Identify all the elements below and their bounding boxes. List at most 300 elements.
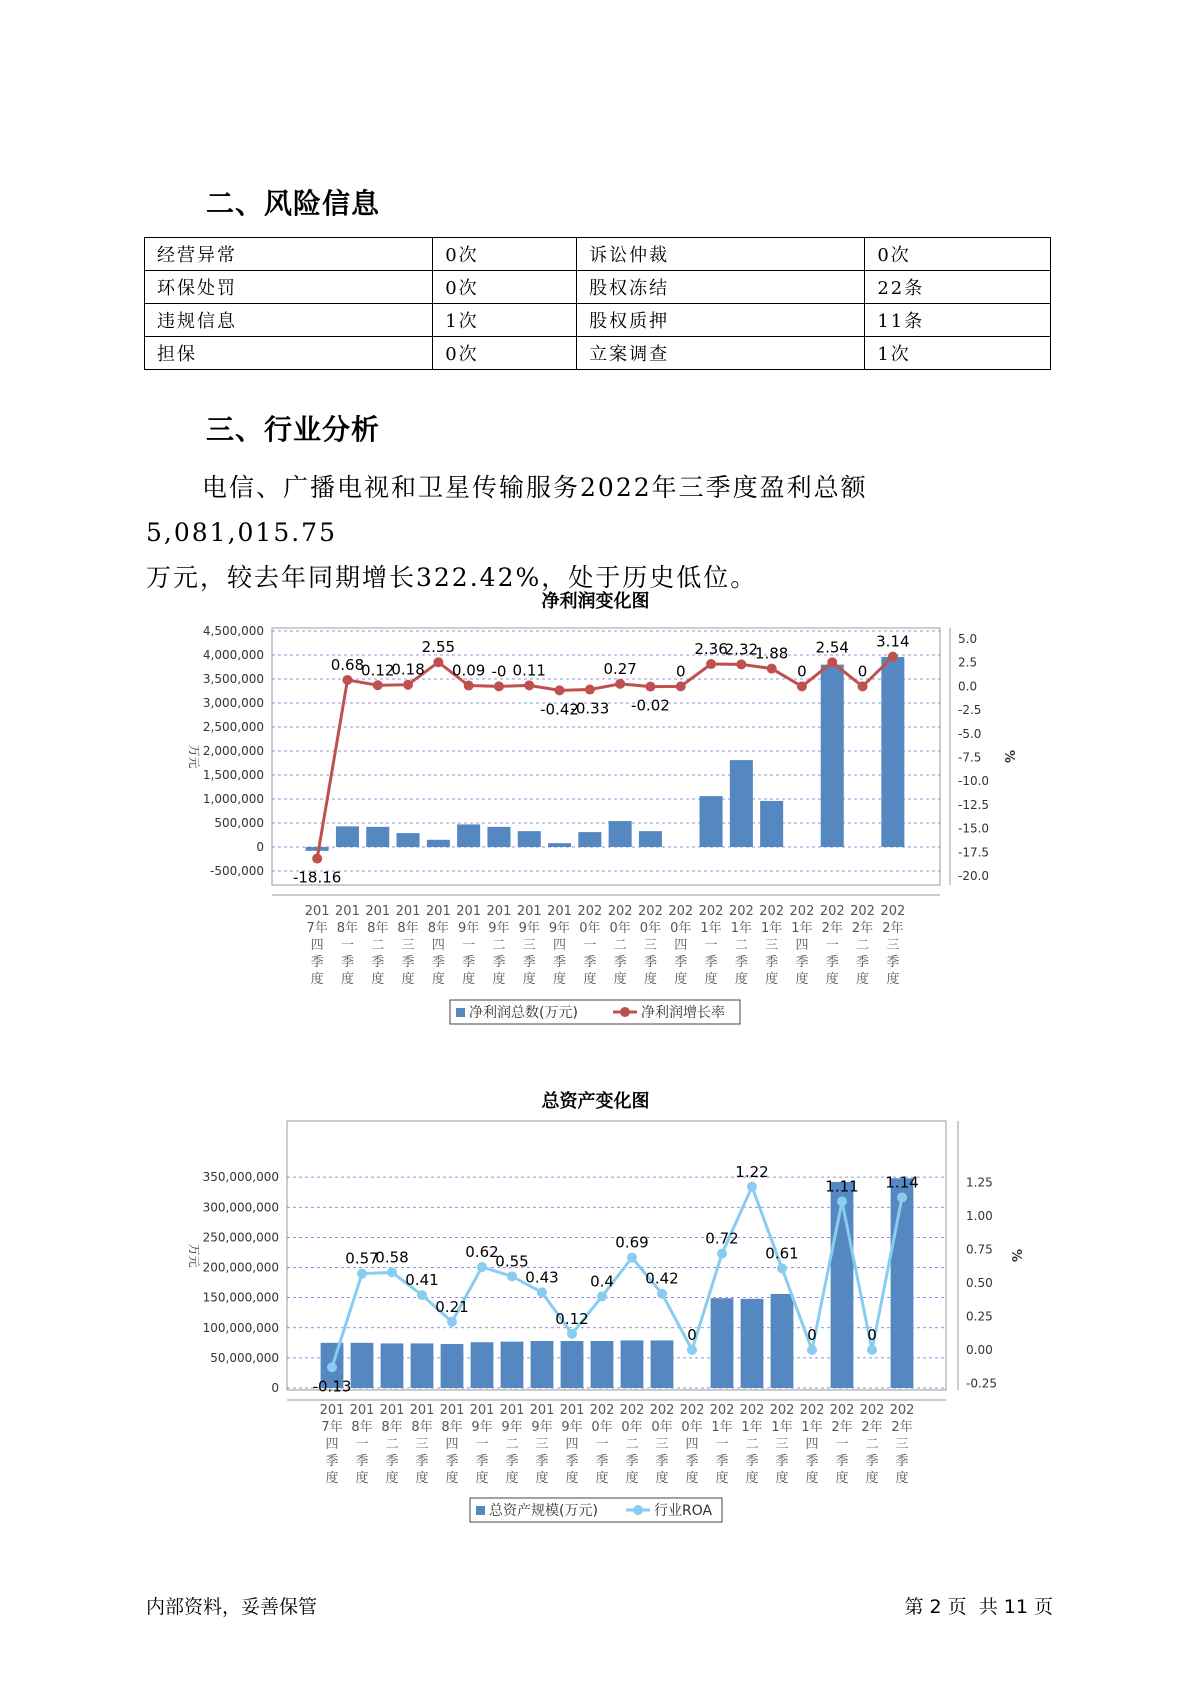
data-label: 0.12 xyxy=(361,661,395,680)
x-tick-label: 季 xyxy=(431,955,445,970)
x-tick-label: 季 xyxy=(310,955,324,970)
y2-tick-label: -7.5 xyxy=(958,750,982,765)
data-label: 2.32 xyxy=(724,640,759,659)
x-tick-label: 二 xyxy=(865,1437,879,1452)
x-tick-label: 202 xyxy=(799,1403,825,1418)
data-label: 0 xyxy=(797,662,807,681)
x-tick-label: 季 xyxy=(492,955,506,970)
x-tick-label: 三 xyxy=(415,1437,429,1452)
x-tick-label: 202 xyxy=(698,904,724,919)
y2-axis-title: % xyxy=(1001,749,1016,764)
legend-bar-swatch xyxy=(476,1506,485,1515)
risk-item-label: 违规信息 xyxy=(145,304,433,337)
bar xyxy=(651,1340,674,1388)
x-tick-label: 度 xyxy=(856,972,870,987)
bar xyxy=(771,1294,794,1388)
y2-tick-label: 1.00 xyxy=(966,1209,993,1224)
y2-tick-label: 0.75 xyxy=(966,1242,993,1257)
x-tick-label: 季 xyxy=(734,955,748,970)
x-tick-label: 9年 xyxy=(548,921,571,936)
bar xyxy=(609,821,632,847)
x-tick-label: 0年 xyxy=(681,1420,703,1435)
data-label: 1.14 xyxy=(885,1173,919,1192)
line-point xyxy=(597,1291,607,1301)
x-tick-label: 季 xyxy=(805,1454,819,1469)
line-point xyxy=(585,685,595,695)
line-point xyxy=(676,681,686,691)
y-tick-label: 300,000,000 xyxy=(202,1200,279,1215)
chart-title-total-assets: 总资产变化图 xyxy=(541,1091,650,1112)
data-label: 2.36 xyxy=(694,640,728,659)
x-tick-label: 202 xyxy=(589,1403,615,1418)
x-tick-label: 季 xyxy=(643,955,657,970)
x-tick-label: 四 xyxy=(795,938,809,953)
x-tick-label: 201 xyxy=(425,904,451,919)
y2-axis-title: % xyxy=(1008,1248,1023,1263)
x-tick-label: 度 xyxy=(895,1471,909,1486)
data-label: 0 xyxy=(857,662,868,681)
x-tick-label: 三 xyxy=(765,938,779,953)
data-label: 1.11 xyxy=(825,1177,859,1196)
x-tick-label: 202 xyxy=(789,904,815,919)
x-tick-label: 二 xyxy=(625,1437,639,1452)
bar xyxy=(639,831,662,847)
x-tick-label: 三 xyxy=(522,938,536,953)
y-tick-label: 250,000,000 xyxy=(202,1230,279,1245)
y2-tick-label: -20.0 xyxy=(958,869,990,883)
risk-table-row xyxy=(145,271,1051,304)
x-tick-label: 1年 xyxy=(761,921,783,936)
bar xyxy=(730,760,753,847)
line-point xyxy=(736,659,746,669)
x-tick-label: 四 xyxy=(805,1437,819,1452)
risk-item-value: 1次 xyxy=(433,304,577,337)
line-point xyxy=(827,657,837,667)
x-tick-label: 四 xyxy=(445,1437,459,1452)
x-tick-label: 四 xyxy=(310,938,324,953)
risk-item-label: 股权质押 xyxy=(577,304,865,337)
x-tick-label: 度 xyxy=(522,972,536,987)
x-tick-label: 三 xyxy=(895,1437,909,1452)
line-point xyxy=(567,1329,577,1339)
x-tick-label: 度 xyxy=(734,972,748,987)
x-tick-label: 季 xyxy=(401,955,415,970)
line-point xyxy=(433,657,443,667)
y2-tick-label: -15.0 xyxy=(958,821,990,836)
data-label: 0.09 xyxy=(451,661,486,680)
x-tick-label: 2年 xyxy=(891,1420,913,1435)
line-point xyxy=(807,1345,817,1355)
y2-tick-label: 0.50 xyxy=(966,1276,993,1291)
x-tick-label: 季 xyxy=(340,955,354,970)
y2-tick-label: -5.0 xyxy=(958,726,982,741)
x-tick-label: 季 xyxy=(865,1454,879,1469)
data-label: 0.61 xyxy=(765,1244,799,1263)
x-tick-label: 四 xyxy=(325,1437,339,1452)
legend-bar-label: 总资产规模(万元) xyxy=(489,1503,598,1519)
bar xyxy=(501,1342,524,1388)
y2-tick-label: -12.5 xyxy=(958,797,990,812)
bar xyxy=(548,843,571,847)
line-point xyxy=(357,1269,367,1279)
x-tick-label: 0年 xyxy=(670,921,692,936)
y-tick-label: 0 xyxy=(271,1381,279,1395)
line-point xyxy=(464,681,474,691)
x-tick-label: 季 xyxy=(553,955,567,970)
line-point xyxy=(858,681,868,691)
risk-item-value: 22条 xyxy=(865,271,1051,304)
x-tick-label: 季 xyxy=(886,955,900,970)
y2-tick-label: 5.0 xyxy=(958,632,978,646)
x-tick-label: 202 xyxy=(679,1403,705,1418)
data-label: 0.72 xyxy=(705,1229,739,1248)
y-axis-title: 万元 xyxy=(187,744,201,769)
x-tick-label: 度 xyxy=(674,972,688,987)
x-tick-label: 度 xyxy=(775,1471,789,1486)
x-tick-label: 201 xyxy=(486,904,512,919)
risk-item-value: 0次 xyxy=(433,337,577,370)
bar xyxy=(487,827,510,847)
bar xyxy=(621,1340,644,1388)
data-label: 1.22 xyxy=(735,1162,769,1181)
data-label: 0.42 xyxy=(645,1269,679,1288)
y2-tick-label: 2.5 xyxy=(958,655,978,670)
x-tick-label: 三 xyxy=(643,938,657,953)
x-tick-label: 一 xyxy=(704,938,718,953)
x-tick-label: 8年 xyxy=(336,921,359,936)
net-profit-chart xyxy=(0,620,1191,1040)
y2-tick-label: 0.0 xyxy=(958,679,978,694)
line-point xyxy=(717,1249,727,1259)
line-point xyxy=(477,1262,487,1272)
x-tick-label: 季 xyxy=(856,955,870,970)
legend-bar-label: 净利润总数(万元) xyxy=(469,1005,578,1021)
y2-tick-label: -10.0 xyxy=(958,774,990,789)
data-label: 3.14 xyxy=(876,632,910,651)
x-tick-label: 度 xyxy=(643,972,657,987)
risk-table-row xyxy=(145,337,1051,370)
x-tick-label: 202 xyxy=(859,1403,885,1418)
bar xyxy=(531,1341,554,1388)
data-label: 0 xyxy=(867,1325,877,1344)
x-tick-label: 季 xyxy=(535,1454,549,1469)
x-tick-label: 2年 xyxy=(861,1420,883,1435)
y-tick-label: 4,500,000 xyxy=(202,624,264,638)
line-point xyxy=(524,680,534,690)
data-label: 0.62 xyxy=(465,1242,499,1261)
x-tick-label: 1年 xyxy=(711,1420,733,1435)
line-point xyxy=(342,675,352,685)
x-tick-label: 一 xyxy=(462,938,476,953)
x-tick-label: 度 xyxy=(475,1471,489,1486)
line-point xyxy=(447,1317,457,1327)
x-tick-label: 2年 xyxy=(821,921,843,936)
y-tick-label: 200,000,000 xyxy=(202,1260,279,1275)
line-point xyxy=(507,1271,517,1281)
x-tick-label: 三 xyxy=(655,1437,669,1452)
x-tick-label: 8年 xyxy=(381,1420,403,1435)
x-tick-label: 202 xyxy=(577,904,603,919)
footer-confidential: 内部资料，妥善保管 xyxy=(146,1596,318,1618)
x-tick-label: 一 xyxy=(475,1437,489,1452)
x-tick-label: 202 xyxy=(619,1403,645,1418)
x-tick-label: 度 xyxy=(371,972,385,987)
x-tick-label: 一 xyxy=(835,1437,849,1452)
x-tick-label: 8年 xyxy=(411,1420,433,1435)
risk-table-row xyxy=(145,238,1051,271)
x-tick-label: 季 xyxy=(371,955,385,970)
data-label: -18.16 xyxy=(292,868,342,887)
y2-tick-label: 1.25 xyxy=(966,1175,993,1190)
data-label: 0.12 xyxy=(555,1309,589,1328)
x-tick-label: 度 xyxy=(805,1471,819,1486)
x-tick-label: 202 xyxy=(668,904,694,919)
x-tick-label: 202 xyxy=(638,904,663,919)
y-tick-label: 0 xyxy=(256,840,264,854)
bar xyxy=(591,1341,614,1388)
x-tick-label: 季 xyxy=(625,1454,639,1469)
x-tick-label: 9年 xyxy=(531,1420,553,1435)
x-tick-label: 季 xyxy=(355,1454,369,1469)
y2-tick-label: -17.5 xyxy=(958,845,990,860)
y-tick-label: 1,500,000 xyxy=(202,768,264,782)
bar xyxy=(518,831,541,847)
bar xyxy=(891,1178,914,1388)
line-point xyxy=(403,680,413,690)
x-tick-label: 度 xyxy=(745,1471,759,1486)
x-tick-label: 201 xyxy=(547,904,572,919)
x-tick-label: 度 xyxy=(865,1471,879,1486)
x-tick-label: 二 xyxy=(492,938,506,953)
line-point xyxy=(777,1263,787,1273)
x-tick-label: 度 xyxy=(553,972,567,987)
x-tick-label: 季 xyxy=(583,955,597,970)
x-tick-label: 9年 xyxy=(458,921,480,936)
line-point xyxy=(327,1362,337,1372)
x-tick-label: 一 xyxy=(825,938,839,953)
x-tick-label: 0年 xyxy=(579,921,601,936)
x-tick-label: 202 xyxy=(819,904,845,919)
x-tick-label: 度 xyxy=(685,1471,699,1486)
x-tick-label: 四 xyxy=(685,1437,699,1452)
legend-line-marker xyxy=(620,1007,630,1017)
x-tick-label: 2年 xyxy=(882,921,904,936)
x-tick-label: 度 xyxy=(795,972,809,987)
x-tick-label: 201 xyxy=(349,1403,375,1418)
x-tick-label: 201 xyxy=(559,1403,585,1418)
bar xyxy=(411,1343,434,1388)
legend-line-label: 行业ROA xyxy=(654,1503,713,1519)
x-tick-label: 1年 xyxy=(771,1420,793,1435)
data-label: 0.68 xyxy=(330,655,365,674)
x-tick-label: 201 xyxy=(499,1403,525,1418)
x-tick-label: 度 xyxy=(310,972,324,987)
risk-item-label: 环保处罚 xyxy=(145,271,433,304)
x-tick-label: 1年 xyxy=(791,921,813,936)
data-label: 0.57 xyxy=(345,1249,379,1268)
x-tick-label: 7年 xyxy=(306,921,328,936)
industry-paragraph xyxy=(146,465,1046,600)
x-tick-label: 季 xyxy=(475,1454,489,1469)
x-tick-label: 202 xyxy=(607,904,633,919)
bar xyxy=(427,840,450,847)
x-tick-label: 度 xyxy=(613,972,627,987)
x-tick-label: 度 xyxy=(462,972,476,987)
x-tick-label: 度 xyxy=(595,1471,609,1486)
y2-tick-label: -0.25 xyxy=(966,1376,998,1391)
x-tick-label: 度 xyxy=(505,1471,519,1486)
x-tick-label: 202 xyxy=(889,1403,915,1418)
data-label: 0.11 xyxy=(512,661,546,680)
x-tick-label: 季 xyxy=(795,955,809,970)
y-tick-label: -500,000 xyxy=(210,864,264,878)
data-label: 2.54 xyxy=(815,638,849,657)
data-label: -0 xyxy=(491,662,507,681)
x-tick-label: 202 xyxy=(739,1403,765,1418)
x-tick-label: 一 xyxy=(583,938,597,953)
bar xyxy=(760,801,783,847)
y-tick-label: 350,000,000 xyxy=(202,1170,279,1185)
x-tick-label: 9年 xyxy=(501,1420,523,1435)
x-tick-label: 二 xyxy=(385,1437,399,1452)
line-point xyxy=(797,681,807,691)
bar xyxy=(366,827,389,847)
x-tick-label: 201 xyxy=(529,1403,555,1418)
x-tick-label: 三 xyxy=(401,938,415,953)
data-label: -0.02 xyxy=(631,696,670,715)
line-point xyxy=(417,1290,427,1300)
total-assets-chart xyxy=(0,1118,1191,1538)
x-tick-label: 度 xyxy=(355,1471,369,1486)
data-label: 0 xyxy=(687,1325,697,1344)
y-tick-label: 500,000 xyxy=(214,816,264,830)
data-label: 0.58 xyxy=(375,1248,409,1267)
x-tick-label: 1年 xyxy=(730,921,752,936)
x-tick-label: 202 xyxy=(728,904,754,919)
x-tick-label: 度 xyxy=(835,1471,849,1486)
x-tick-label: 一 xyxy=(715,1437,729,1452)
data-label: -0.33 xyxy=(570,699,610,718)
x-tick-label: 201 xyxy=(456,904,482,919)
x-tick-label: 季 xyxy=(565,1454,579,1469)
risk-item-value: 11条 xyxy=(865,304,1051,337)
x-tick-label: 201 xyxy=(409,1403,435,1418)
line-point xyxy=(897,1192,907,1202)
x-tick-label: 四 xyxy=(565,1437,579,1452)
x-tick-label: 9年 xyxy=(518,921,540,936)
line-point xyxy=(615,679,625,689)
x-tick-label: 度 xyxy=(401,972,415,987)
x-tick-label: 度 xyxy=(583,972,597,987)
x-tick-label: 度 xyxy=(385,1471,399,1486)
line-point xyxy=(747,1182,757,1192)
x-tick-label: 201 xyxy=(516,904,542,919)
data-label: -0.13 xyxy=(312,1377,352,1396)
data-label: 0.55 xyxy=(495,1252,529,1271)
y-tick-label: 2,500,000 xyxy=(202,720,264,734)
bar xyxy=(397,833,420,847)
x-tick-label: 季 xyxy=(765,955,779,970)
x-tick-label: 0年 xyxy=(591,1420,613,1435)
risk-item-value: 0次 xyxy=(433,271,577,304)
x-tick-label: 季 xyxy=(704,955,718,970)
y-axis-title: 万元 xyxy=(187,1243,201,1268)
line-point xyxy=(537,1287,547,1297)
data-label: 1.88 xyxy=(754,644,789,663)
x-tick-label: 度 xyxy=(715,1471,729,1486)
x-tick-label: 二 xyxy=(734,938,748,953)
x-tick-label: 二 xyxy=(856,938,870,953)
bar xyxy=(441,1344,464,1388)
x-tick-label: 季 xyxy=(715,1454,729,1469)
data-label: 0.69 xyxy=(615,1233,649,1252)
line-point xyxy=(687,1345,697,1355)
x-tick-label: 0年 xyxy=(651,1420,673,1435)
x-tick-label: 201 xyxy=(319,1403,345,1418)
x-tick-label: 度 xyxy=(825,972,839,987)
x-tick-label: 四 xyxy=(553,938,567,953)
x-tick-label: 季 xyxy=(522,955,536,970)
x-tick-label: 度 xyxy=(625,1471,639,1486)
x-tick-label: 9年 xyxy=(471,1420,493,1435)
x-tick-label: 8年 xyxy=(427,921,449,936)
x-tick-label: 三 xyxy=(886,938,900,953)
x-tick-label: 202 xyxy=(759,904,785,919)
data-label: 0.27 xyxy=(603,659,637,678)
risk-item-label: 股权冻结 xyxy=(577,271,865,304)
bar xyxy=(831,1182,854,1388)
x-tick-label: 度 xyxy=(415,1471,429,1486)
x-tick-label: 季 xyxy=(462,955,476,970)
footer-page-number: 第 2 页 共 11 页 xyxy=(904,1596,1053,1618)
x-tick-label: 度 xyxy=(431,972,445,987)
bar xyxy=(561,1341,584,1388)
x-tick-label: 度 xyxy=(445,1471,459,1486)
x-tick-label: 度 xyxy=(340,972,354,987)
x-tick-label: 季 xyxy=(825,955,839,970)
risk-table-row xyxy=(145,304,1051,337)
x-tick-label: 9年 xyxy=(488,921,510,936)
line-point xyxy=(627,1253,637,1263)
x-tick-label: 二 xyxy=(613,938,627,953)
x-tick-label: 季 xyxy=(595,1454,609,1469)
data-label: 0 xyxy=(675,662,686,681)
x-tick-label: 202 xyxy=(649,1403,675,1418)
x-tick-label: 202 xyxy=(829,1403,855,1418)
x-tick-label: 8年 xyxy=(367,921,389,936)
x-tick-label: 一 xyxy=(595,1437,609,1452)
risk-item-value: 0次 xyxy=(865,238,1051,271)
x-tick-label: 四 xyxy=(431,938,445,953)
paragraph-line-1: 电信、广播电视和卫星传输服务2022年三季度盈利总额5,081,015.75 xyxy=(146,473,868,547)
y-tick-label: 4,000,000 xyxy=(202,648,264,662)
x-tick-label: 1年 xyxy=(741,1420,763,1435)
bar xyxy=(336,826,359,847)
x-tick-label: 8年 xyxy=(351,1420,373,1435)
y2-tick-label: -2.5 xyxy=(958,703,982,718)
risk-item-value: 0次 xyxy=(433,238,577,271)
bar xyxy=(578,832,601,847)
x-tick-label: 二 xyxy=(505,1437,519,1452)
risk-item-value: 1次 xyxy=(865,337,1051,370)
line-point xyxy=(867,1345,877,1355)
x-tick-label: 季 xyxy=(325,1454,339,1469)
data-label: 2.55 xyxy=(421,638,456,657)
line-point xyxy=(555,685,565,695)
data-label: 0.41 xyxy=(405,1271,439,1290)
line-point xyxy=(706,659,716,669)
risk-info-table xyxy=(144,237,1051,370)
